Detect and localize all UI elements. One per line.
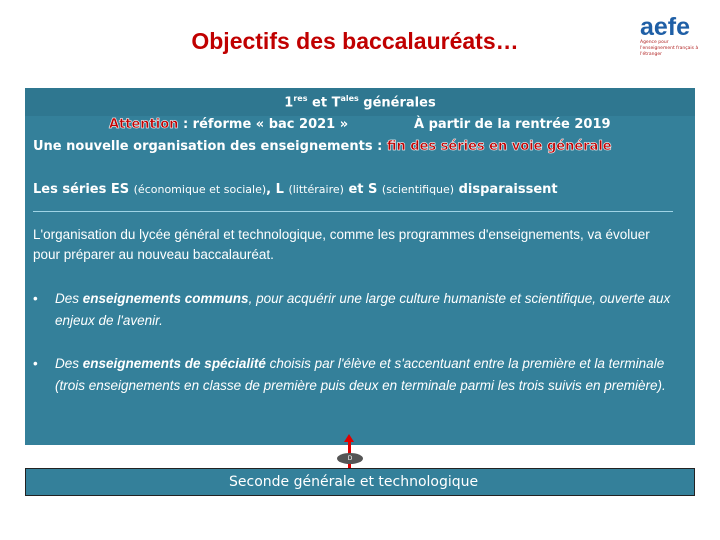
bullet-speciality: • Des enseignements de spécialité choisis par l'élève et s'accentuant entre la première et la terminale (trois enseignements en classe de première puis deux en terminale parmi les trois suivis en première). bbox=[33, 356, 666, 393]
organisation-line: Une nouvelle organisation des enseignements : fin des séries en voie générale bbox=[33, 139, 612, 154]
series-part: (scientifique) bbox=[381, 183, 455, 196]
drag-handle[interactable]: D bbox=[337, 453, 363, 464]
reform-line: Attention : réforme « bac 2021 » À partir de la rentrée 2019 bbox=[109, 117, 611, 132]
arrow-up-icon bbox=[344, 434, 354, 442]
logo-text: aefe bbox=[640, 13, 691, 41]
series-part: et S bbox=[343, 182, 382, 197]
box-heading: 1res et $T^{ales}$ générales bbox=[284, 94, 436, 111]
series-part: Les séries ES bbox=[33, 182, 134, 197]
seconde-box bbox=[25, 468, 695, 496]
series-part: , L bbox=[266, 182, 289, 197]
logo-subtitle: Agence pour l'enseignement français à l'étranger bbox=[640, 40, 699, 57]
slide-title: Objectifs des baccalauréats… bbox=[191, 28, 519, 54]
series-part: (littéraire) bbox=[288, 183, 344, 196]
seconde-label: Seconde générale et technologique bbox=[229, 474, 479, 490]
premiere-terminale-box bbox=[25, 88, 695, 445]
series-line bbox=[33, 182, 703, 197]
series-part: disparaissent bbox=[454, 182, 558, 197]
aefe-logo bbox=[640, 14, 700, 58]
series-part: (économique et sociale) bbox=[133, 183, 267, 196]
bullet-common: • Des enseignements communs, pour acquérir une large culture humaniste et scientifique, ouverte aux enjeux de l'avenir. bbox=[33, 291, 671, 328]
separator bbox=[33, 211, 673, 212]
intro-paragraph: L'organisation du lycée général et technologique, comme les programmes d'enseignements, va évoluer pour préparer au nouveau baccalauréat. bbox=[33, 227, 650, 262]
